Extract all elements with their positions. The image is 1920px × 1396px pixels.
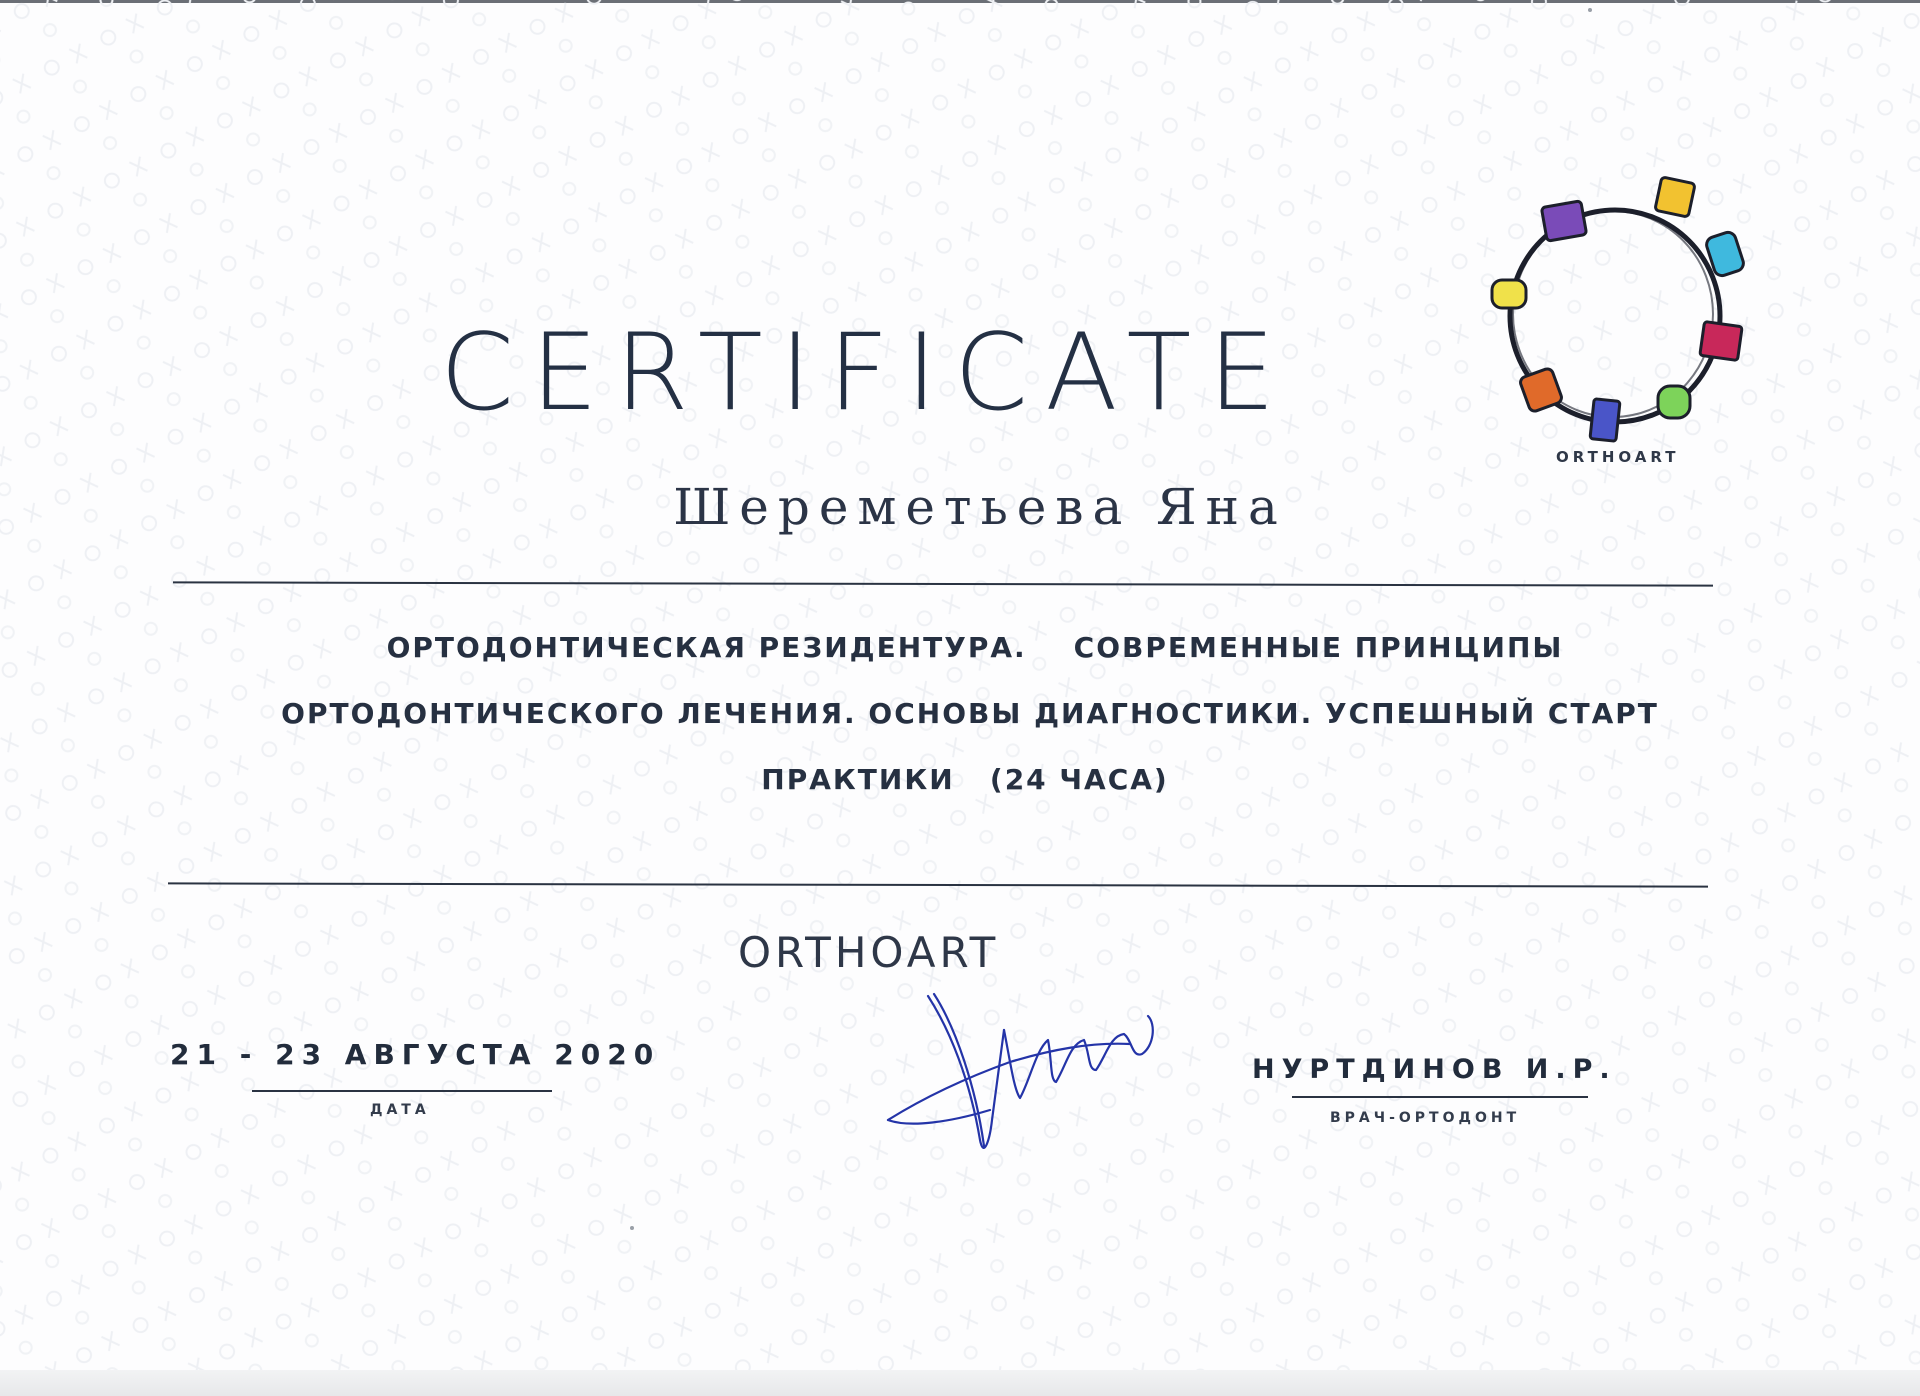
date-underline [252,1090,552,1092]
signature-image [880,970,1170,1170]
scan-edge-bottom [0,1370,1920,1396]
signatory-underline [1292,1096,1588,1098]
course-line: ОРТОДОНТИЧЕСКАЯ РЕЗИДЕНТУРА. СОВРЕМЕННЫЕ ПРИНЦИПЫ [386,631,1564,664]
paper-speck [630,1226,634,1230]
logo-caption: ORTHOART [1556,448,1680,466]
course-line: ОРТОДОНТИЧЕСКОГО ЛЕЧЕНИЯ. ОСНОВЫ ДИАГНОСТИКИ. УСПЕШНЫЙ СТАРТ [281,697,1659,730]
paper-speck [1588,8,1592,12]
course-description [0,631,1920,832]
orthoart-logo [1480,164,1760,464]
signatory-name: НУРТДИНОВ И.Р. [1252,1054,1617,1085]
date-block [170,1038,690,1118]
bracket-yellow-top [1655,177,1695,217]
course-line: ПРАКТИКИ (24 ЧАСА) [761,763,1169,796]
organization-name: ORTHOART [738,928,1000,977]
date-label: ДАТА [370,1102,430,1118]
signatory-block [1240,1054,1660,1126]
logo-ring-icon [1480,164,1760,464]
signatory-title: ВРАЧ-ОРТОДОНТ [1330,1110,1521,1126]
certificate-title: CERTIFICATE [440,311,1293,434]
date-value: 21 - 23 АВГУСТА 2020 [170,1038,661,1071]
recipient-name: Шереметьева Яна [673,478,1287,536]
